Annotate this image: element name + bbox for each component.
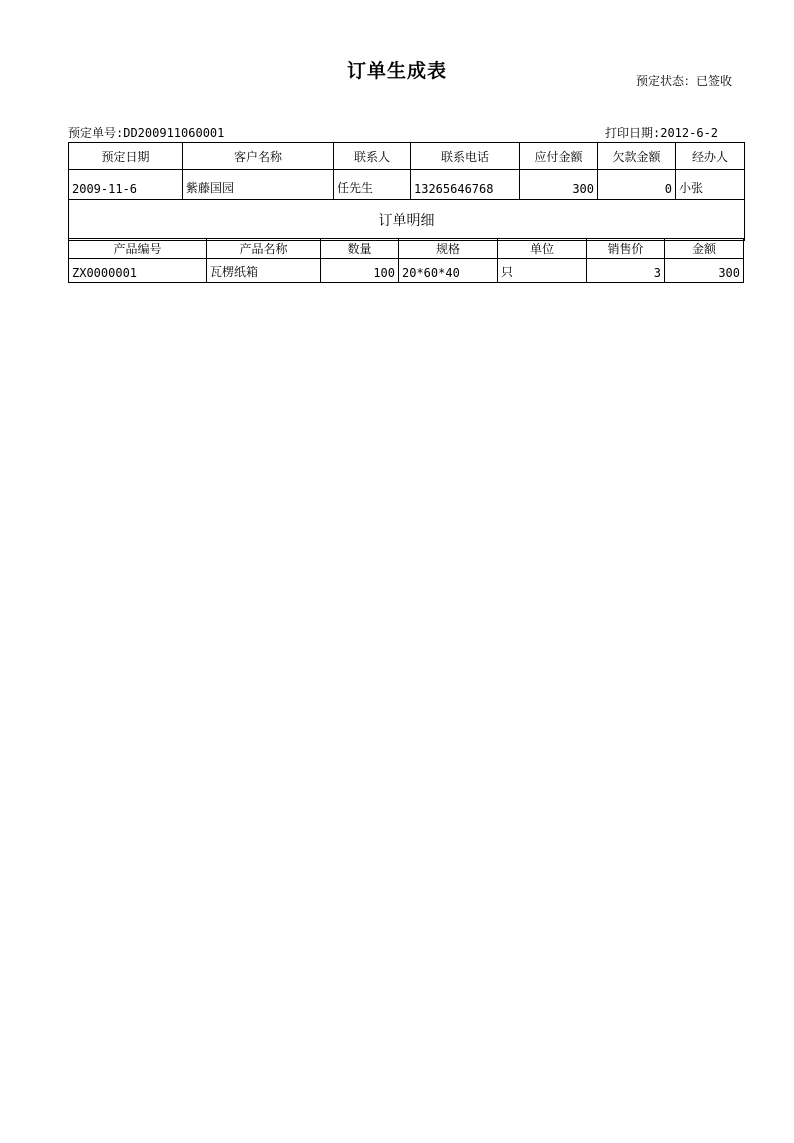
order-number bbox=[68, 124, 224, 141]
header-cell: 金额 bbox=[665, 239, 744, 259]
table-row bbox=[69, 259, 744, 283]
page-title: 订单生成表 bbox=[346, 60, 447, 82]
table-row bbox=[69, 170, 745, 200]
order-detail-header-row bbox=[69, 239, 744, 259]
order-summary-table bbox=[68, 142, 745, 241]
spec-cell: 20*60*40 bbox=[399, 259, 498, 283]
order-summary-header-row bbox=[69, 143, 745, 170]
customer-name-cell: 紫藤国园 bbox=[183, 170, 334, 200]
order-status bbox=[636, 72, 732, 89]
header-cell: 销售价 bbox=[587, 239, 665, 259]
contact-phone-cell: 13265646768 bbox=[411, 170, 520, 200]
unit-cell: 只 bbox=[498, 259, 587, 283]
header-cell: 数量 bbox=[321, 239, 399, 259]
header-cell: 欠款金额 bbox=[598, 143, 676, 170]
header-cell: 联系人 bbox=[334, 143, 411, 170]
quantity-cell: 100 bbox=[321, 259, 399, 283]
amount-payable-cell: 300 bbox=[520, 170, 598, 200]
order-number-label: 预定单号: bbox=[68, 126, 124, 140]
header-cell: 应付金额 bbox=[520, 143, 598, 170]
line-amount-cell: 300 bbox=[665, 259, 744, 283]
print-date-value: 2012-6-2 bbox=[660, 126, 719, 140]
header-cell: 经办人 bbox=[676, 143, 745, 170]
detail-section-row bbox=[69, 200, 745, 241]
header-cell: 产品编号 bbox=[69, 239, 207, 259]
header-cell: 规格 bbox=[399, 239, 498, 259]
handler-cell: 小张 bbox=[676, 170, 745, 200]
header-cell: 客户名称 bbox=[183, 143, 334, 170]
order-status-label: 预定状态： bbox=[636, 74, 697, 88]
order-status-value: 已签收 bbox=[696, 74, 733, 88]
unit-price-cell: 3 bbox=[587, 259, 665, 283]
print-date-label: 打印日期: bbox=[605, 126, 661, 140]
header-cell: 联系电话 bbox=[411, 143, 520, 170]
order-detail-table bbox=[68, 238, 744, 283]
header-cell: 产品名称 bbox=[207, 239, 321, 259]
order-number-value: DD200911060001 bbox=[123, 126, 225, 140]
product-code-cell: ZX0000001 bbox=[69, 259, 207, 283]
detail-section-title: 订单明细 bbox=[69, 200, 745, 241]
product-name-cell: 瓦楞纸箱 bbox=[207, 259, 321, 283]
print-date bbox=[605, 124, 718, 141]
header-cell: 单位 bbox=[498, 239, 587, 259]
contact-person-cell: 任先生 bbox=[334, 170, 411, 200]
header-cell: 预定日期 bbox=[69, 143, 183, 170]
order-date-cell: 2009-11-6 bbox=[69, 170, 183, 200]
amount-owed-cell: 0 bbox=[598, 170, 676, 200]
